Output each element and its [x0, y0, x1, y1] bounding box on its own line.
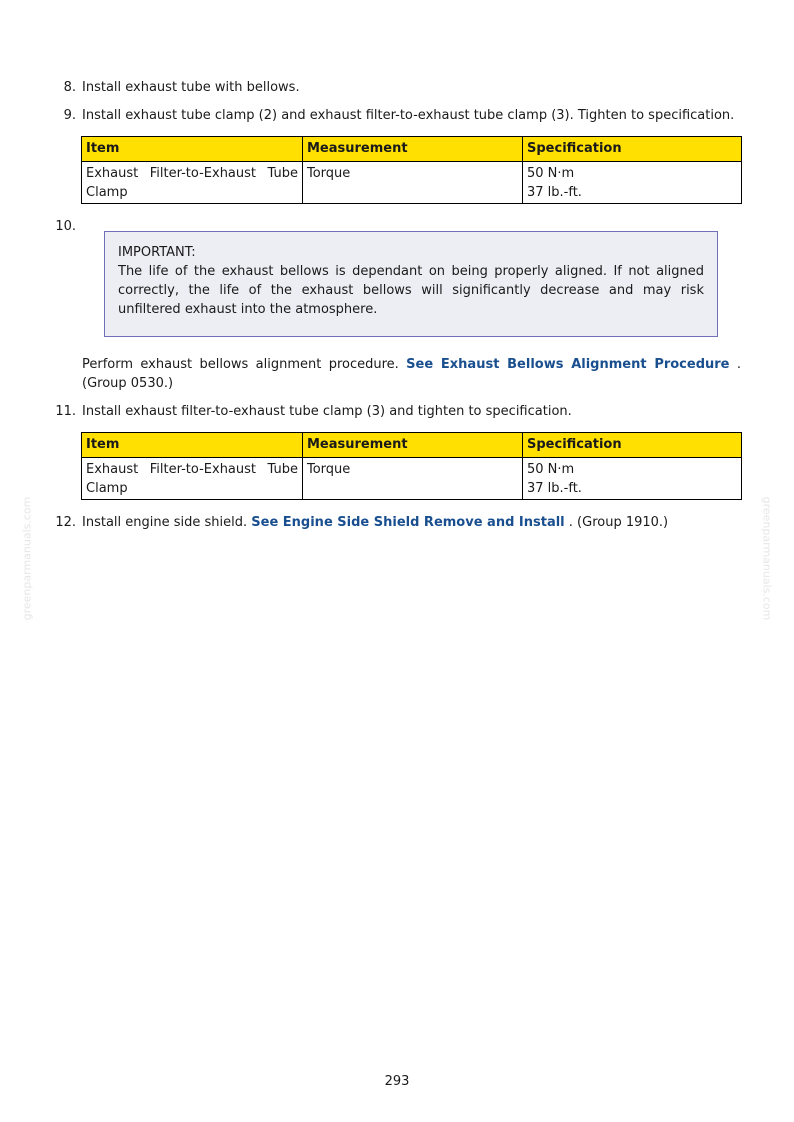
watermark-left: greenparmanuals.com [20, 496, 34, 621]
step-number: 8. [63, 80, 76, 95]
step-text: Install exhaust filter-to-exhaust tube clamp (3) and tighten to specification. [82, 404, 572, 419]
header-item: Item [82, 137, 303, 162]
cell-item: Exhaust Filter-to-Exhaust Tube Clamp [82, 458, 303, 500]
side-shield-text: Install engine side shield. [82, 515, 248, 530]
step-number: 12. [55, 515, 76, 530]
important-notice [104, 231, 718, 337]
table-row [82, 162, 742, 204]
cell-measurement: Torque [303, 458, 523, 500]
step-text [82, 513, 742, 532]
header-item: Item [82, 433, 303, 458]
table-row [82, 458, 742, 500]
step-text: Install exhaust tube with bellows. [82, 80, 300, 95]
header-specification: Specification [523, 433, 742, 458]
header-specification: Specification [523, 137, 742, 162]
step-number: 10. [55, 219, 76, 234]
cell-specification: 50 N·m 37 lb.-ft. [523, 458, 742, 500]
side-shield-group: . (Group 1910.) [568, 515, 669, 530]
table-header-row [82, 433, 742, 458]
header-measurement: Measurement [303, 433, 523, 458]
step-number: 11. [55, 404, 76, 419]
page-number: 293 [384, 1074, 410, 1089]
table-header-row [82, 137, 742, 162]
watermark-right: greenparmanuals.com [760, 496, 774, 621]
spec-table-2 [81, 432, 742, 500]
side-shield-link[interactable]: See Engine Side Shield Remove and Install [251, 515, 565, 530]
step-text: Install exhaust tube clamp (2) and exhaust filter-to-exhaust tube clamp (3). Tighten to specification. [82, 108, 735, 123]
alignment-procedure-link[interactable]: See Exhaust Bellows Alignment Procedure [406, 357, 730, 372]
important-body: The life of the exhaust bellows is dependant on being properly aligned. If not aligned correctly, the life of the exhaust bellows will significantly decrease and may risk unfiltered exhaust into the atmosphere. [118, 264, 704, 317]
important-title: IMPORTANT: [118, 245, 196, 260]
cell-item: Exhaust Filter-to-Exhaust Tube Clamp [82, 162, 303, 204]
spec-table-1 [81, 136, 742, 204]
cell-measurement: Torque [303, 162, 523, 204]
alignment-text: Perform exhaust bellows alignment procedure. [82, 357, 399, 372]
alignment-paragraph [82, 355, 741, 393]
step-number: 9. [63, 108, 76, 123]
cell-specification: 50 N·m 37 lb.-ft. [523, 162, 742, 204]
alignment-group: . (Group 0530.) [82, 357, 741, 391]
header-measurement: Measurement [303, 137, 523, 162]
